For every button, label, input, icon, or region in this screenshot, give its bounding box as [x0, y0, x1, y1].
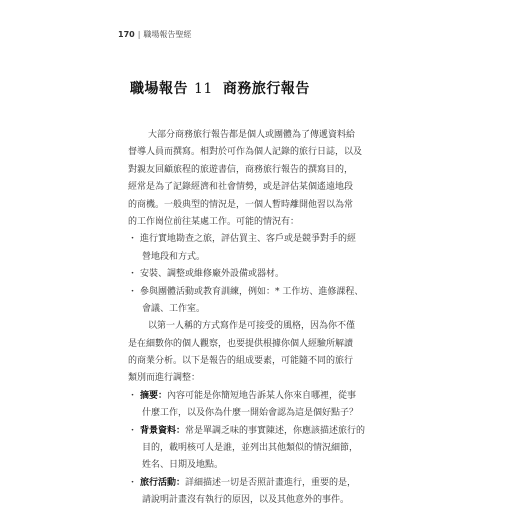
list-item-line [128, 405, 418, 422]
bullet-mark: ・ [128, 390, 138, 401]
bullet-mark: ・ [128, 234, 138, 245]
list-item-line [128, 231, 418, 248]
header-separator: | [137, 30, 141, 39]
text-line: 的商機。一般典型的情況是，一個人暫時離開他習以為常 [128, 199, 354, 210]
list-item-term: 旅行活動 [140, 477, 177, 488]
bullet-mark: ・ [128, 477, 138, 488]
text-line: 的工作崗位前往某處工作。可能的情況有： [128, 216, 300, 227]
list-item-text: 會議、工作室。 [142, 303, 206, 314]
list-item-text: 詳細描述一切是否照計畫進行，重要的是， [185, 477, 357, 488]
list-item-text: 進行實地勘查之旅，評估買主、客戶或是競爭對手的經 [140, 234, 357, 245]
paragraph-intro [128, 127, 418, 231]
list-item-line [128, 440, 418, 457]
running-header [118, 30, 191, 40]
book-title: 職場報告聖經 [143, 30, 192, 39]
list-item-colon: ： [176, 477, 186, 488]
chapter-number: 11 [194, 81, 213, 97]
text-line: 以第一人稱的方式寫作是可接受的風格，因為你不僅 [148, 321, 356, 332]
text-line: 大部分商務旅行報告都是個人或團體為了傳遞資料給 [148, 130, 356, 140]
chapter-title-main: 商務旅行報告 [222, 81, 310, 97]
text-line: 是在細數你的個人觀察，也要提供根據你個人經驗所解讀 [128, 338, 354, 349]
list-item-text: 目的，載明核可人是誰，並列出其他類似的情況細節， [142, 443, 359, 454]
chapter-title [130, 80, 310, 98]
bullet-mark: ・ [128, 269, 138, 280]
list-item-text: 常是單調乏味的事實陳述，你應該描述旅行的 [185, 425, 366, 436]
list-item-line [128, 301, 418, 318]
list-item-line [128, 249, 418, 266]
list-item-line [128, 266, 418, 283]
paragraph-style [128, 318, 418, 388]
list-item-text: 參與團體活動或教育訓練，例如：* 工作坊、進修課程、 [140, 286, 364, 297]
text-line: 經常是為了記錄經濟和社會情勢，或是評估某個遙遠地段 [128, 182, 354, 193]
text-line: 類別而進行調整： [128, 373, 201, 384]
list-item-line [128, 475, 418, 492]
list-item-line [128, 492, 418, 509]
list-item-term: 背景資料 [140, 425, 177, 436]
list-item-line [128, 423, 418, 440]
situation-list [128, 231, 418, 318]
page-number: 170 [118, 30, 135, 39]
list-item-term: 摘要 [140, 390, 159, 401]
list-item-text: 安裝、調整或維修廠外設備或器材。 [140, 269, 285, 280]
list-item-line [128, 457, 418, 474]
list-item-text: 營地段和方式。 [142, 251, 206, 262]
list-item-colon: ： [158, 390, 168, 401]
list-item-text: 請說明計畫沒有執行的原因，以及其他意外的事件。 [142, 495, 350, 506]
chapter-title-prefix: 職場報告 [130, 81, 188, 97]
list-item-text: 內容可能是你簡短地告訴某人你來自哪裡，從事 [167, 390, 357, 401]
text-line: 的商業分析。以下是報告的組成要素，可能隨不同的旅行 [128, 356, 354, 367]
bullet-mark: ・ [128, 286, 138, 297]
list-item-text: 姓名、日期及地點。 [142, 460, 224, 471]
text-line: 督導人員而撰寫。相對於可作為個人記錄的旅行日誌，以及 [128, 147, 363, 158]
bullet-mark: ・ [128, 425, 138, 436]
components-list [128, 388, 418, 510]
list-item-text: 什麼工作，以及你為什麼一開始會認為這是個好點子？ [142, 408, 359, 419]
list-item-line [128, 388, 418, 405]
list-item-colon: ： [176, 425, 186, 436]
text-line: 對親友回顧旅程的旅遊書信，商務旅行報告的撰寫目的， [128, 164, 354, 175]
list-item-line [128, 284, 418, 301]
body-text [128, 127, 418, 510]
